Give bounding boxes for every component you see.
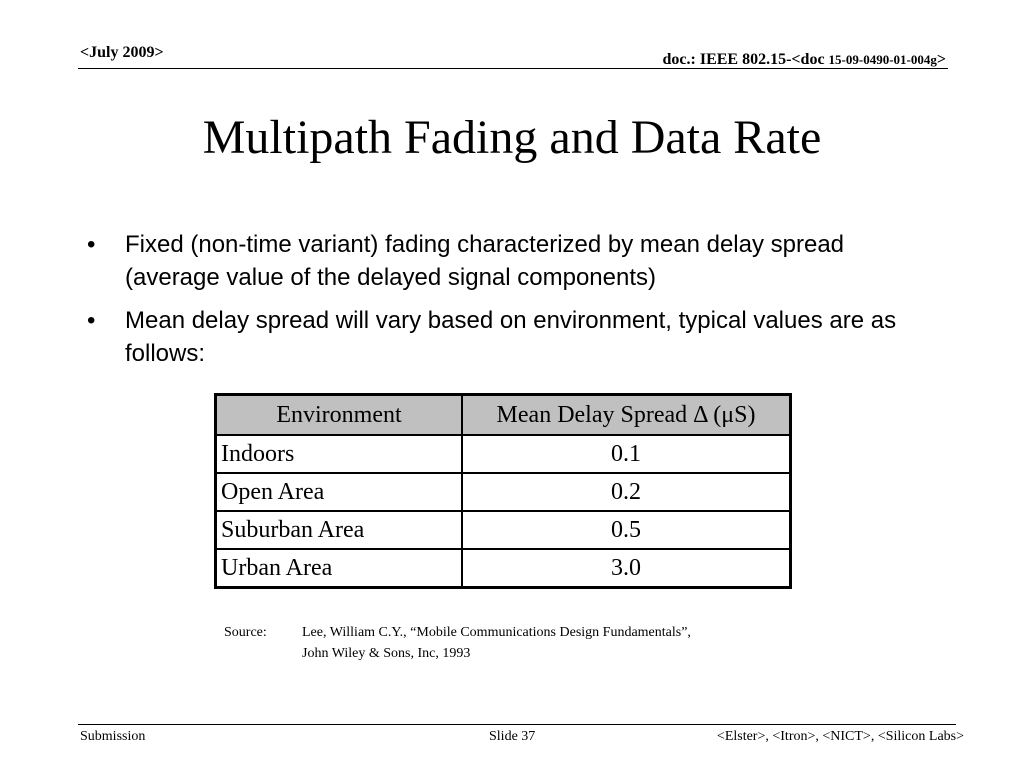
bullet-text: Mean delay spread will vary based on environment, typical values are as follows:	[125, 307, 897, 367]
bullet-item	[87, 304, 907, 370]
footer-rule	[78, 724, 956, 725]
environment-cell: Indoors	[216, 435, 463, 473]
delay-spread-table	[214, 393, 792, 589]
footer-submission: Submission	[80, 729, 146, 744]
delay-value-cell: 0.1	[462, 435, 791, 473]
environment-cell: Open Area	[216, 473, 463, 511]
header-doc-suffix: >	[936, 51, 946, 68]
table-row	[216, 473, 791, 511]
source-label: Source:	[224, 625, 267, 640]
header-doc-prefix: doc.: IEEE 802.15-<doc	[662, 51, 829, 68]
environment-cell: Suburban Area	[216, 511, 463, 549]
environment-cell: Urban Area	[216, 549, 463, 588]
delay-value-cell: 0.5	[462, 511, 791, 549]
footer-authors: <Elster>, <Itron>, <NICT>, <Silicon Labs>	[716, 729, 964, 744]
header-doc-id	[663, 51, 946, 69]
header-doc-number: 15-09-0490-01-004g	[828, 52, 937, 67]
bullet-icon: •	[87, 307, 96, 334]
header-rule	[78, 68, 948, 69]
header-date: <July 2009>	[80, 44, 164, 61]
source-line-1: Lee, William C.Y., “Mobile Communications Design Fundamentals”,	[302, 625, 691, 640]
delay-value-cell: 0.2	[462, 473, 791, 511]
delay-value-cell: 3.0	[462, 549, 791, 588]
table-header-row	[216, 395, 791, 436]
table-row	[216, 549, 791, 588]
bullet-list	[87, 228, 907, 380]
column-header-environment: Environment	[216, 395, 463, 436]
source-line-2: John Wiley & Sons, Inc, 1993	[302, 646, 471, 661]
bullet-icon: •	[87, 231, 96, 258]
column-header-delay-spread: Mean Delay Spread Δ (μS)	[462, 395, 791, 436]
bullet-item	[87, 228, 907, 294]
footer-slide-number: Slide 37	[489, 729, 536, 744]
slide-title: Multipath Fading and Data Rate	[202, 111, 822, 164]
bullet-text: Fixed (non-time variant) fading characterized by mean delay spread (average value of the delayed signal components)	[125, 231, 845, 291]
source-text	[302, 622, 691, 664]
table-row	[216, 435, 791, 473]
table-row	[216, 511, 791, 549]
